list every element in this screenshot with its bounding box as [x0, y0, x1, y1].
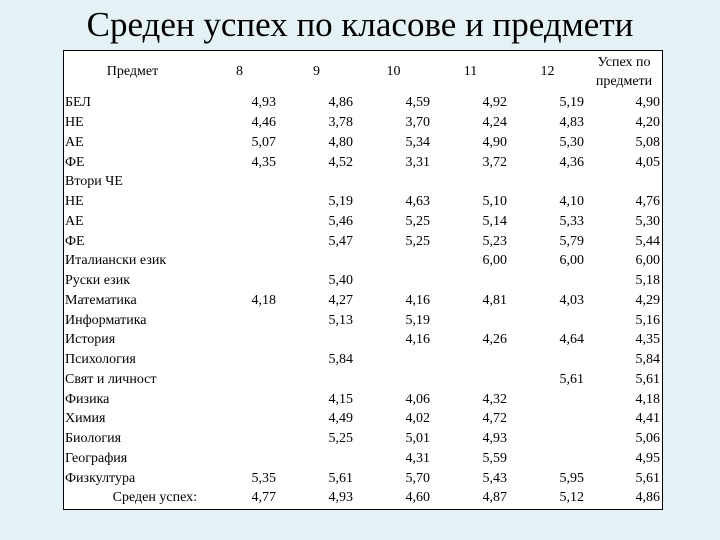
- grade-value: 5,61: [559, 371, 584, 387]
- grade-value: 4,80: [328, 134, 353, 150]
- column-header-subject-average: Успех по предмети: [595, 55, 653, 89]
- grade-value: 4,83: [559, 115, 584, 131]
- table-row: [64, 310, 662, 330]
- grade-value: 5,79: [559, 233, 584, 249]
- grade-value: 3,78: [328, 115, 353, 131]
- grade-value: 6,00: [482, 253, 507, 269]
- subject-name: Информатика: [65, 312, 147, 328]
- subject-name: Среден успех:: [112, 490, 197, 506]
- grade-value: 4,64: [559, 332, 584, 348]
- grade-value: [355, 172, 432, 192]
- grade-value: 4,18: [635, 391, 660, 407]
- grade-value: 4,92: [482, 95, 507, 111]
- grade-value: 4,93: [328, 490, 353, 506]
- grade-value: [432, 172, 509, 192]
- subject-name: ФЕ: [65, 233, 85, 249]
- grade-value: [509, 350, 586, 370]
- grade-value: [201, 370, 278, 390]
- grade-value: [201, 231, 278, 251]
- grade-value: 4,90: [635, 95, 660, 111]
- grade-value: [201, 429, 278, 449]
- grade-value: 5,61: [635, 371, 660, 387]
- grade-value: 4,46: [251, 115, 276, 131]
- grade-value: 4,03: [559, 292, 584, 308]
- grade-value: [201, 251, 278, 271]
- grade-value: 4,93: [482, 431, 507, 447]
- subject-name: Втори ЧЕ: [65, 174, 123, 190]
- grade-value: [509, 429, 586, 449]
- grade-value: [278, 172, 355, 192]
- grade-value: 4,86: [635, 490, 660, 506]
- table-row: [64, 231, 662, 251]
- subject-name: Свят и личност: [65, 371, 157, 387]
- column-header-grade-12: 12: [540, 64, 555, 79]
- grade-value: 4,77: [251, 490, 276, 506]
- grade-value: 5,70: [405, 470, 430, 486]
- grade-value: 4,63: [405, 194, 430, 210]
- grade-value: [432, 370, 509, 390]
- grade-value: 4,52: [328, 154, 353, 170]
- grade-value: 5,84: [328, 352, 353, 368]
- grade-value: 4,31: [405, 450, 430, 466]
- grade-value: 6,00: [559, 253, 584, 269]
- grade-value: 5,18: [635, 273, 660, 289]
- table-body: [64, 93, 662, 508]
- column-header-grade-8: 8: [236, 64, 243, 79]
- subject-name: Математика: [65, 292, 137, 308]
- subject-name: АЕ: [65, 213, 84, 229]
- grade-value: [201, 330, 278, 350]
- table-row: [64, 133, 662, 153]
- grade-value: [201, 172, 278, 192]
- grade-value: 4,18: [251, 292, 276, 308]
- subject-name: Италиански език: [65, 253, 167, 269]
- grade-value: 5,59: [482, 450, 507, 466]
- page-title: Среден успех по класове и предмети: [86, 5, 634, 44]
- grade-value: [432, 350, 509, 370]
- grade-value: 4,05: [635, 154, 660, 170]
- grade-value: 4,02: [405, 411, 430, 427]
- grade-value: 5,34: [405, 134, 430, 150]
- grade-value: [201, 310, 278, 330]
- grade-value: 6,00: [635, 253, 660, 269]
- grade-value: 5,33: [559, 213, 584, 229]
- grade-value: 5,07: [251, 134, 276, 150]
- grade-value: 4,76: [635, 194, 660, 210]
- subject-name: Физика: [65, 391, 110, 407]
- grade-value: 4,20: [635, 115, 660, 131]
- grade-value: 4,24: [482, 115, 507, 131]
- grade-value: 5,08: [635, 134, 660, 150]
- column-header-grade-9: 9: [313, 64, 320, 79]
- grade-value: 4,93: [251, 95, 276, 111]
- grade-value: [355, 251, 432, 271]
- grade-value: 3,72: [482, 154, 507, 170]
- subject-name: АЕ: [65, 134, 84, 150]
- grade-value: 5,61: [328, 470, 353, 486]
- grade-value: [201, 271, 278, 291]
- grade-value: 4,86: [328, 95, 353, 111]
- subject-name: Психология: [65, 352, 136, 368]
- grade-value: 5,01: [405, 431, 430, 447]
- grade-value: [509, 172, 586, 192]
- grade-value: 5,61: [635, 470, 660, 486]
- table-row: [64, 271, 662, 291]
- grade-value: 5,84: [635, 352, 660, 368]
- subject-name: Физкултура: [65, 470, 136, 486]
- grade-value: [509, 449, 586, 469]
- grade-value: [509, 409, 586, 429]
- grade-value: 4,81: [482, 292, 507, 308]
- grade-value: 4,59: [405, 95, 430, 111]
- table-row: [64, 468, 662, 488]
- grade-value: 4,87: [482, 490, 507, 506]
- grade-value: [278, 370, 355, 390]
- grade-value: 5,43: [482, 470, 507, 486]
- grade-value: [432, 310, 509, 330]
- grade-value: [509, 389, 586, 409]
- subject-name: География: [65, 450, 128, 466]
- grade-value: 5,12: [559, 490, 584, 506]
- grade-value: 5,25: [328, 431, 353, 447]
- table-row: [64, 330, 662, 350]
- grade-value: 4,60: [405, 490, 430, 506]
- subject-name: Биология: [65, 431, 122, 447]
- subject-name: ФЕ: [65, 154, 85, 170]
- grade-value: 5,19: [328, 194, 353, 210]
- grade-value: [586, 172, 662, 192]
- table-row: [64, 113, 662, 133]
- grade-value: 3,31: [405, 154, 430, 170]
- grade-value: [432, 271, 509, 291]
- grade-value: [355, 370, 432, 390]
- table-row: [64, 291, 662, 311]
- grade-value: 4,32: [482, 391, 507, 407]
- grade-value: [201, 389, 278, 409]
- grade-value: 4,90: [482, 134, 507, 150]
- grade-value: 5,30: [635, 213, 660, 229]
- grade-value: 5,10: [482, 194, 507, 210]
- table-row: [64, 370, 662, 390]
- grade-value: 5,16: [635, 312, 660, 328]
- grade-value: 4,27: [328, 292, 353, 308]
- grade-value: [509, 310, 586, 330]
- average-row: [64, 488, 662, 508]
- grade-value: [509, 271, 586, 291]
- grade-value: [201, 409, 278, 429]
- subject-name: Химия: [65, 411, 106, 427]
- grade-value: 5,13: [328, 312, 353, 328]
- grade-value: 5,95: [559, 470, 584, 486]
- grade-value: 5,30: [559, 134, 584, 150]
- grade-value: 5,19: [405, 312, 430, 328]
- grade-value: 5,14: [482, 213, 507, 229]
- subject-name: История: [65, 332, 116, 348]
- column-header-subject: Предмет: [106, 64, 159, 79]
- grade-value: [201, 449, 278, 469]
- grade-value: 4,06: [405, 391, 430, 407]
- grade-value: 4,36: [559, 154, 584, 170]
- table-row: [64, 449, 662, 469]
- grade-value: 4,16: [405, 292, 430, 308]
- subject-name: НЕ: [65, 194, 84, 210]
- grade-value: 3,70: [405, 115, 430, 131]
- table-row: [64, 251, 662, 271]
- column-header-grade-10: 10: [386, 64, 401, 79]
- subject-name: Руски език: [65, 273, 131, 289]
- grade-value: 4,26: [482, 332, 507, 348]
- grade-value: 4,10: [559, 194, 584, 210]
- grade-value: [355, 271, 432, 291]
- table-row: [64, 409, 662, 429]
- grade-value: [278, 449, 355, 469]
- grade-value: 5,46: [328, 213, 353, 229]
- grade-value: 5,25: [405, 233, 430, 249]
- grade-value: 5,44: [635, 233, 660, 249]
- table-row: [64, 429, 662, 449]
- grade-value: 4,49: [328, 411, 353, 427]
- grade-value: [201, 212, 278, 232]
- grade-value: [355, 350, 432, 370]
- table-row: [64, 350, 662, 370]
- column-header-grade-11: 11: [463, 64, 478, 79]
- subject-name: БЕЛ: [65, 95, 91, 111]
- grade-value: [278, 330, 355, 350]
- grade-value: 4,15: [328, 391, 353, 407]
- grade-value: 4,41: [635, 411, 660, 427]
- table-row: [64, 152, 662, 172]
- grade-value: [201, 350, 278, 370]
- grade-value: 4,72: [482, 411, 507, 427]
- grade-value: 5,47: [328, 233, 353, 249]
- grade-value: 5,19: [559, 95, 584, 111]
- table-row: [64, 172, 662, 192]
- table-row: [64, 93, 662, 113]
- grade-value: 5,25: [405, 213, 430, 229]
- grade-value: 4,35: [251, 154, 276, 170]
- grade-value: [201, 192, 278, 212]
- table-row: [64, 192, 662, 212]
- grade-value: 4,16: [405, 332, 430, 348]
- grade-value: [278, 251, 355, 271]
- table-row: [64, 389, 662, 409]
- grade-value: 5,06: [635, 431, 660, 447]
- grade-value: 5,23: [482, 233, 507, 249]
- grade-value: 4,35: [635, 332, 660, 348]
- header-row: [64, 51, 662, 93]
- grade-value: 4,95: [635, 450, 660, 466]
- grade-value: 5,35: [251, 470, 276, 486]
- grade-value: 5,40: [328, 273, 353, 289]
- grades-table: [63, 50, 663, 510]
- subject-name: НЕ: [65, 115, 84, 131]
- grade-value: 4,29: [635, 292, 660, 308]
- table-row: [64, 212, 662, 232]
